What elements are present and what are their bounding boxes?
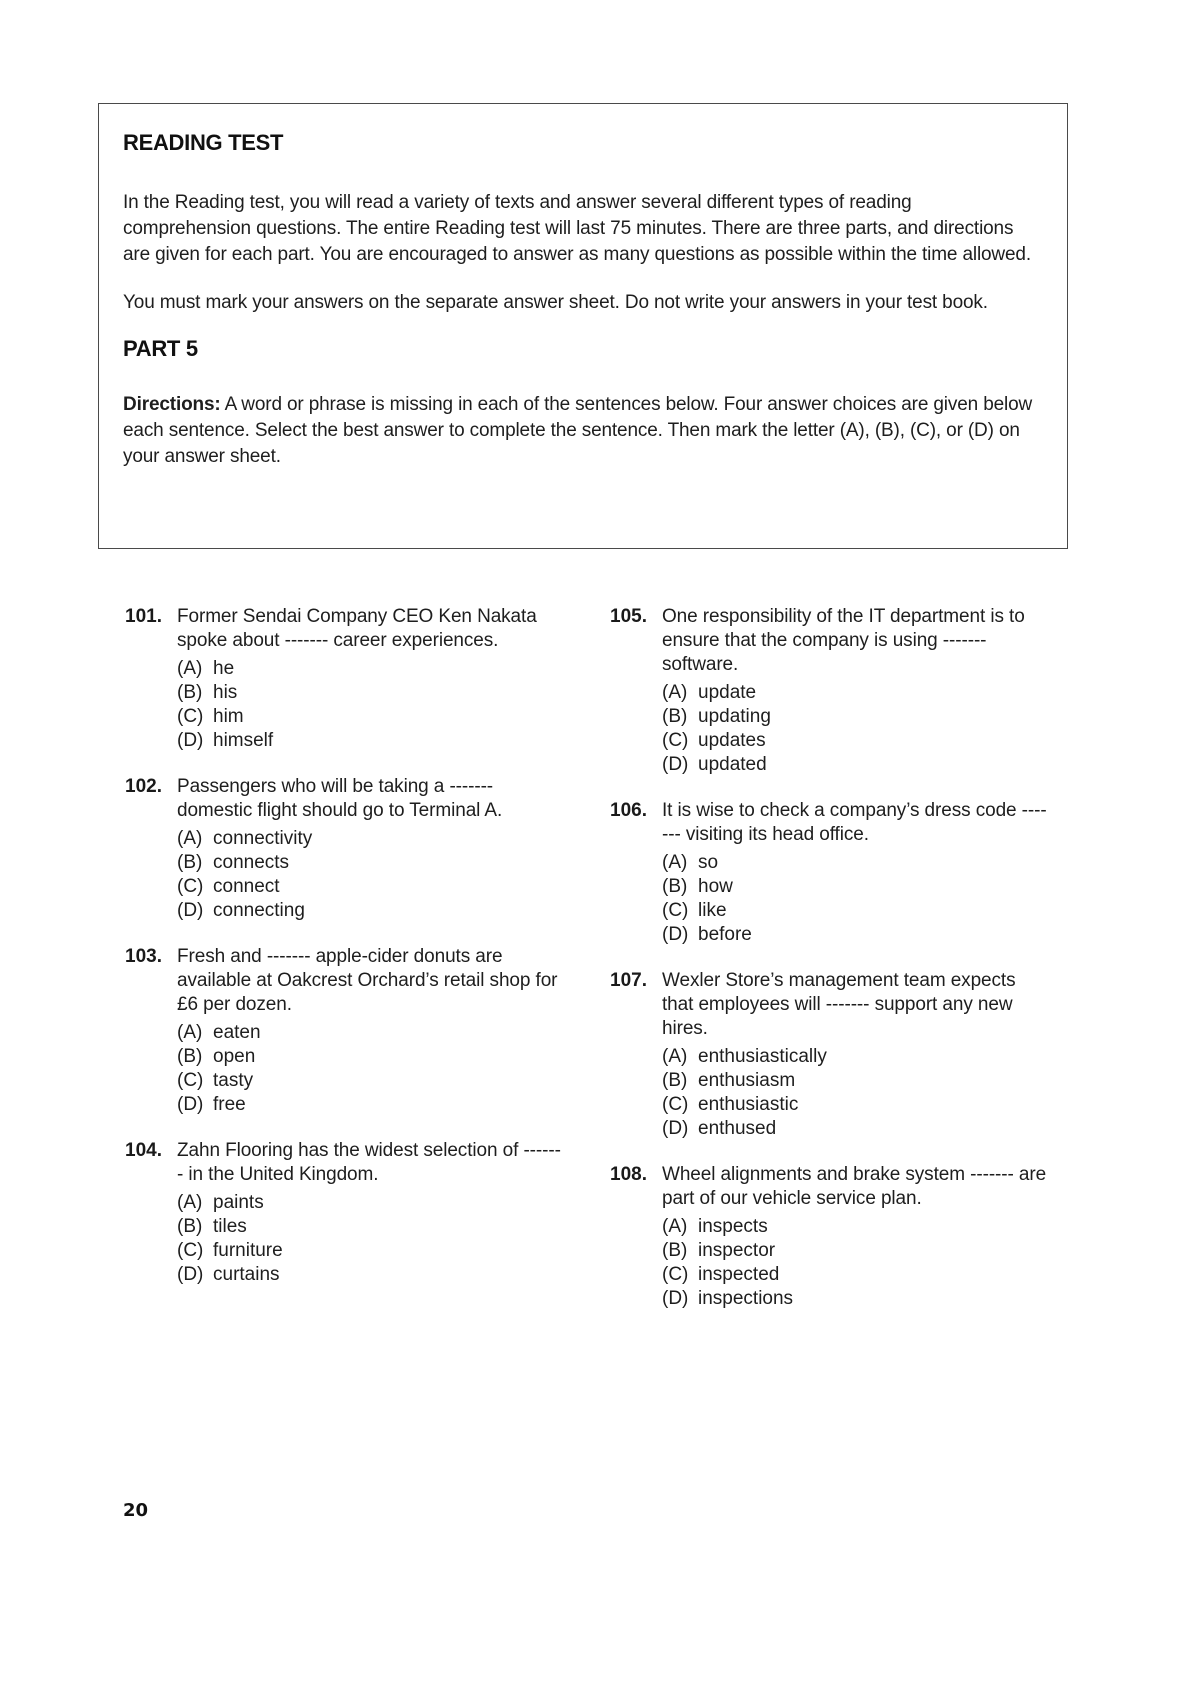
question-text: Fresh and ------- apple-cider donuts are available at Oakcrest Orchard’s retail shop for £6 per dozen. xyxy=(177,946,558,1015)
answer-options xyxy=(662,1215,1050,1311)
option-d[interactable]: (D) free xyxy=(177,1094,246,1115)
option-c[interactable]: (C) him xyxy=(177,706,244,727)
questions-column-right xyxy=(610,605,1050,1333)
option-c[interactable]: (C) enthusiastic xyxy=(662,1094,799,1115)
option-c[interactable]: (C) tasty xyxy=(177,1070,254,1091)
answer-options xyxy=(177,827,565,923)
answer-options xyxy=(177,1191,565,1287)
answer-options xyxy=(662,681,1050,777)
question-number: 103. xyxy=(125,946,162,967)
option-a[interactable]: (A) eaten xyxy=(177,1022,261,1043)
question-number: 104. xyxy=(125,1140,162,1161)
option-b[interactable]: (B) connects xyxy=(177,852,290,873)
option-c[interactable]: (C) updates xyxy=(662,730,766,751)
question-104 xyxy=(125,1139,565,1287)
instructions-box xyxy=(98,103,1068,549)
option-a[interactable]: (A) inspects xyxy=(662,1216,768,1237)
option-d[interactable]: (D) enthused xyxy=(662,1118,777,1139)
option-d[interactable]: (D) before xyxy=(662,924,752,945)
answer-options xyxy=(662,851,1050,947)
option-b[interactable]: (B) open xyxy=(177,1046,256,1067)
question-text: One responsibility of the IT department is to ensure that the company is using ------- software. xyxy=(662,606,1025,675)
option-c[interactable]: (C) connect xyxy=(177,876,280,897)
option-a[interactable]: (A) enthusiastically xyxy=(662,1046,827,1067)
directions-text: A word or phrase is missing in each of the sentences below. Four answer choices are given below each sentence. Select the best answer to complete the sentence. Then mark the letter (A), (B), (C), or (D) on your answer sheet. xyxy=(123,394,1033,467)
question-102 xyxy=(125,775,565,923)
question-number: 102. xyxy=(125,776,162,797)
question-text: Zahn Flooring has the widest selection of ------- in the United Kingdom. xyxy=(177,1140,561,1185)
question-number: 108. xyxy=(610,1164,647,1185)
option-a[interactable]: (A) paints xyxy=(177,1192,264,1213)
question-text: Passengers who will be taking a ------- domestic flight should go to Terminal A. xyxy=(177,776,503,821)
option-d[interactable]: (D) curtains xyxy=(177,1264,280,1285)
page-number: 20 xyxy=(123,1500,149,1521)
answer-sheet-note: You must mark your answers on the separate answer sheet. Do not write your answers in your test book. xyxy=(123,292,988,313)
question-text: Wheel alignments and brake system ------- are part of our vehicle service plan. xyxy=(662,1164,1047,1209)
option-c[interactable]: (C) inspected xyxy=(662,1264,780,1285)
question-107 xyxy=(610,969,1050,1141)
option-d[interactable]: (D) connecting xyxy=(177,900,305,921)
question-number: 107. xyxy=(610,970,647,991)
intro-paragraph: In the Reading test, you will read a variety of texts and answer several different types of reading comprehension questions. The entire Reading test will last 75 minutes. There are three parts, and directions are given for each part. You are encouraged to answer as many questions as possible within the time allowed. xyxy=(123,192,1031,265)
question-number: 106. xyxy=(610,800,647,821)
option-b[interactable]: (B) updating xyxy=(662,706,771,727)
option-b[interactable]: (B) how xyxy=(662,876,733,897)
answer-options xyxy=(177,1021,565,1117)
option-b[interactable]: (B) inspector xyxy=(662,1240,776,1261)
option-d[interactable]: (D) inspections xyxy=(662,1288,794,1309)
option-c[interactable]: (C) like xyxy=(662,900,727,921)
question-text: Former Sendai Company CEO Ken Nakata spoke about ------- career experiences. xyxy=(177,606,537,651)
option-d[interactable]: (D) himself xyxy=(177,730,274,751)
part-title: PART 5 xyxy=(123,336,198,361)
option-c[interactable]: (C) furniture xyxy=(177,1240,283,1261)
questions-column-left xyxy=(125,605,565,1309)
question-number: 105. xyxy=(610,606,647,627)
directions-label: Directions: xyxy=(123,394,221,415)
option-b[interactable]: (B) tiles xyxy=(177,1216,247,1237)
option-a[interactable]: (A) update xyxy=(662,682,757,703)
question-105 xyxy=(610,605,1050,777)
option-b[interactable]: (B) enthusiasm xyxy=(662,1070,796,1091)
option-a[interactable]: (A) he xyxy=(177,658,235,679)
option-a[interactable]: (A) so xyxy=(662,852,719,873)
question-101 xyxy=(125,605,565,753)
answer-options xyxy=(662,1045,1050,1141)
answer-options xyxy=(177,657,565,753)
section-title: READING TEST xyxy=(123,130,284,155)
option-d[interactable]: (D) updated xyxy=(662,754,767,775)
option-a[interactable]: (A) connectivity xyxy=(177,828,313,849)
directions xyxy=(123,392,1043,470)
question-number: 101. xyxy=(125,606,162,627)
question-103 xyxy=(125,945,565,1117)
question-108 xyxy=(610,1163,1050,1311)
question-106 xyxy=(610,799,1050,947)
question-text: Wexler Store’s management team expects that employees will ------- support any new hires. xyxy=(662,970,1016,1039)
option-b[interactable]: (B) his xyxy=(177,682,238,703)
question-text: It is wise to check a company’s dress code ------- visiting its head office. xyxy=(662,800,1047,845)
